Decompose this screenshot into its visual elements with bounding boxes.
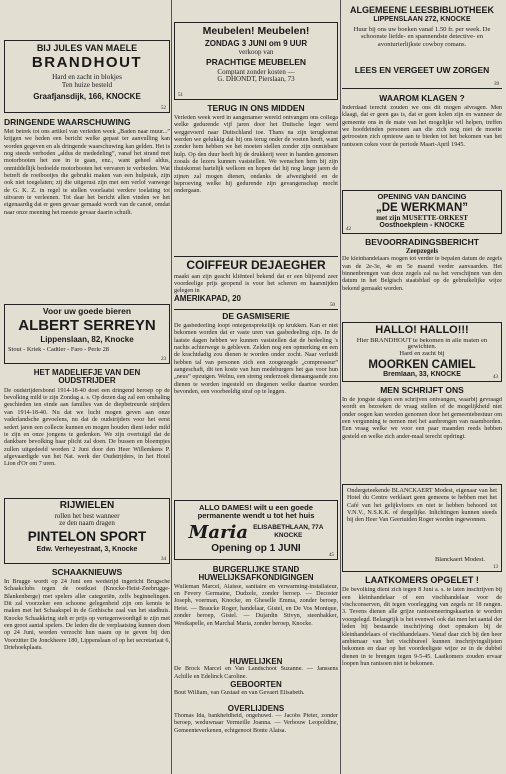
article-body: Thomas Ida, bankhefdheid, ongehuwd. — Jacobs Pieter, zonder beroep, weduwnaar Vermeille Joanna. — Verbouw Leopoldine, Gemeenteverkenen, echtgenoot Bonte Alaisa. [174,712,338,734]
article-title: MEN SCHRIJFT ONS [380,386,464,395]
ad-maria-street: ELISABETHLAAN, 77A [253,524,324,532]
ad-meubelen-line6: G. DHONDT, Pierslaan, 73 [217,76,295,84]
ad-serreyn-name: ALBERT SERREYN [18,317,156,334]
section-subtitle: OVERLIJDENS [227,704,285,713]
ad-moorken-line1: HALLO! HALLO!!! [375,325,469,336]
article-body: In Brugge wordt op 24 Juni een wedstrijd ingericht Brugsche Schaakclubs tegen de oostkust (Knocke-Heist-Zeebrugge-Blankenberge) met spelers aller categoriën, zelfs beginnelingen. Dit zal voorzeker een schoone gelegenheid zijn om kennis te maken met het Schaakspel in de Gothische zaal van het stadhuis. Knocke Schaakkring stelt er prijs op vertegenwoordigd te zijn met een groot aantal spelers. De leden die de verplaatsing kunnen doen op 24 Juni, worden verzocht hun naam op te geven bij den Voorzitter De Jonckheere 180, Lippenslaan of op het secretariaat 6, Driehoekplaats. [4,578,170,652]
article-body: Bout William, van Gustaaf en van Gevaert Elisabeth. [174,689,305,696]
ad-van-maele-line1: BIJ JULES VAN MAELE [36,44,138,53]
article-men-schrijft-ons [342,386,502,480]
ad-number: 23 [161,357,166,362]
ad-meubelen-line2: ZONDAG 3 JUNI om 9 UUR [204,40,308,49]
ad-van-maele-product: BRANDHOUT [31,55,143,72]
article-title: BEVOORRADINGSBERICHT [365,238,479,247]
ad-moorken [342,322,502,382]
ad-leesbib-line2: LIPPENSLAAN 272, KNOCKE [373,16,471,24]
ad-number: 42 [346,227,351,232]
ad-moorken-line3: Hard en zacht bij [399,351,445,358]
ad-meubelen-line1: Meubelen! Meubelen! [202,26,310,37]
column-right [342,0,502,774]
ad-number: 51 [178,93,183,98]
article-body: De gasbedeeling loopt ontegensprekelijk op krukken. Kan er niet bekomen worden dat er vaste uren van gasbedeeling zijn. In de laatste dagen hebben we kunnen vaststellen dat de bedeeling 's nachts achterwege is gebleven. Zelden nog een opmerking en een de krachtdadig zou dienen te worden onder zocht. Naar verluidt hebben tal van personen zich een zoogezegde „compresseur” aangeschaft, dit ten koste van hun medeburgers het gas voor hun „neus” opzuigen. Welnu, een streng onderzoek dienaangaande zou dienen te worden ingesteld en diegenen welke daartoe worden bevonden, een voorbeeldig straf op te leggen. [174,322,338,396]
ad-maria [174,500,338,560]
article-body: De kleinhandelaars mogen tot verder te bepalen datum de zegels van de 2e-3e, 4e en 5e maand verder aanvaarden. Het binnenbrengen van deze zegels zal na het verschijnen van den datum in het Belgisch staatsblad op de gebruikelijke wijze bekend gemaakt worden. [342,256,502,292]
notice-body: Ondergeteekende BLANCKAERT Modest, eigenaar van het Hotel du Centre verklaart geen gemeens te hebben met het Café van het gelijkvloers en niet te hebben behoord tot V.N.V., N.S.K.K. of dergelijke. Inlichtingen kunnen steeds bij den Heer Van Geertuiden Roger worden ingewonnen. [347,488,497,524]
section-subtitle: GEBOORTEN [230,681,282,690]
article-title: TERUG IN ONS MIDDEN [207,104,305,113]
ad-number: 39 [494,82,499,87]
article-title: DRINGENDE WAARSCHUWING [4,118,131,127]
article-body: Inderdaad terecht zouden we ons dit mogen afvragen. Men klaagt, dat er geen gas is, dat er geen kolen zijn en wanneer de gemeente ons in de mate van het mogelijke wil helpen, treffen we hoofdeinden personen aan die zich nog niet de moeite getroosten zich opnieuw aan te bieden tot het bekomen van het rantsoen cokes voor de periode Maart-April 1945. [342,104,502,148]
section-subtitle: HUWELIJKSAFKONDIGINGEN [198,574,314,583]
article-body: Met betrek tot ons artikel van verleden week „Baden naar muur...” krijgen we heden een bericht welke gepast ter aanvulling kan worden gegeven en als dringende waarschuwing kan gelden. Het is nog steeds verboden „aldus de mededeling”, vanaf het strand met motorbooten het zee in te gaan, enz., want geheel aldus, onmiddellijk bedoelde motorbooten het vervaren te verbieden. Wat betreft de roeibootjes die gebruikt maken van een hulpstuk, zijn ook niet toegelaten; zij die uitgerust zijn met een verlof vanwege de G. K. Z. in regel te stellen voorlaatst verdere toelating tot uitvaren te verleenen. Tot daar het bericht allen vinden we het eigenaardig dat er geen gevaar gemaakt wordt van de canoë, omdat naar onze meening het meeste gevaar daarin schuilt. [4,128,170,216]
article-body: De Brock Marcel en Van Landschoot Suzanne. — Janssens Achille en Edelinck Caroline. [174,666,338,680]
notice-blanckaert [342,484,502,572]
article-title: DE GASMISERIE [222,312,290,321]
ad-meubelen-line3: verkoop van [238,49,274,57]
ad-serreyn-products: Stout - Kriek - Cadtler - Faro - Perle 28 [8,347,109,354]
article-body: Wulleman Marcel, Alaisse, sanitaire en verwarming-installateur, en Fevery Germaine, Dudzele, zonder beroep. — Decoster Joseph, voerman, Knocke, en Gheselle Emma, zonder beroep, Heist. — Braucke Roger, handelaar, Gistel, en De Vos Monique, zonder beroep, Gistel. — Dujardin Stivyn, steenbakker, Westkapelle, en Marchal Maria, zonder beroep, Knocke. [174,583,338,627]
ad-leesbibliotheek [342,6,502,89]
notice-signature: Blanckaert Modest. [434,557,485,563]
ad-number: 43 [493,375,498,380]
ad-number: 13 [493,565,498,570]
section-subtitle: HUWELIJKEN [229,657,283,666]
column-middle [174,0,338,774]
ad-maria-name: Maria [188,521,249,543]
section-title: BURGERLIJKE STAND [212,566,300,574]
ad-dejaegher [174,256,338,310]
ad-number: 45 [329,553,334,558]
article-subtitle: Zeepzegels [405,247,439,255]
ad-dejaegher-address: AMERIKAPAD, 20 [174,294,241,303]
article-burgerlijke-stand [174,566,338,772]
ad-maria-line1: ALLO DAMES! wilt u een goede permanente wendt u tot het huis [197,504,315,520]
ad-leesbib-slogan: LEES EN VERGEET UW ZORGEN [354,65,490,75]
article-body: In de jongste dagen een schrijven ontvangen, waarbij gevraagd wordt en bezoeken de vraag stellen of de mogelijkheid niet onder oogen kan worden genomen door het gemeentebestuur om een vergunning te nemen met het aanbrengen van naamborden. Een vraag welke we voor een paar maanden reeds hebben gesteld en welke zich ander-maal terecht opdringt. [342,396,502,440]
ad-moorken-name: MOORKEN CAMIEL [368,359,476,372]
ad-pintelon-line1: RIJWIELEN [59,501,115,511]
article-body: De oudstrijdersbond 1914-18-40 doet een dringend beroep op de bevolking mild te zijn Zondag a. s. Op dezen dag zal een omhaling geschieden ten einde aan families van de diepbetreurde strijders van 1914-18-40. Nu dat we lucht mogen geven aan onze vaderlandsche gevoelens, nu dat de oudstrijders voor het eerst sedert jaren een collecte kunnen en mogen houden dient ieder mild te zijn en onze jongens te gedenken. We zijn overtuigd dat de dankbare bevolking haar plicht zal doen. De bussen en bloempjes zullen uitgedeeld worden 2 Juni door den Heer Willemkens P. afgevaardigde van het Nat. werk der Oudstrijders, in het Hotel Lion d'Or om 7 uren. [4,387,170,468]
ad-werkman [342,190,502,234]
ad-maria-name-row [175,522,337,543]
ad-pintelon-line2: rollen het best wanneer [54,512,120,520]
article-bevoorrading [342,238,502,320]
article-laatkomers [342,576,502,772]
ad-maria-town: KNOCKE [274,532,303,540]
ad-pintelon [4,498,170,564]
article-body: De bevolking dient zich tegen 8 Juni a. s. te laten inschrijven bij een kleinhandelaar of een vischhandelaar voor de vischconserven, dit tegen voorlegging van zegels nr 18 rangen. 3. Tevens dienen alle grijze rantsoeneeringskaarten te worden voorgelegd. Belangrijk is het evenwel ook dat men het aantal der leden bij bestaande inschrijving doet opmaken bij de kleinhandelaars of vischhandelaars. Vanaf daar zich bij den heer ambtenaar van het vischbureel kunnen inschrijvingslijsten bekomen en daar op het voordeeligste wijze ze in de dubbel dienen in te brengen tegen 9-5-45. Laatkomers zouden ervaar loopen hun rantsoen niet te bekomen. [342,587,502,667]
ad-pintelon-name: PINTELON SPORT [27,530,147,545]
ad-pintelon-address: Edw. Verheyestraat, 3, Knocke [36,546,138,554]
column-left [4,0,170,774]
article-terug [174,104,338,254]
article-waarom-klagen [342,94,502,188]
ad-maria-opening: Opening op 1 JUNI [211,543,301,554]
ad-werkman-address: Oosthoekplein - KNOCKE [379,222,465,230]
column-divider [340,0,341,774]
ad-maria-address [253,524,323,540]
ad-moorken-line2: Hier BRANDHOUT te bekomen in alle maten en gewichten. [356,337,488,351]
ad-leesbib-line1: ALGEMEENE LEESBIBLIOTHEEK [349,6,494,15]
article-body: Verleden week werd in aangenamer wereld ontvangen ons collega welke gedurende vijf jaren door het Duitsche leger werd weggevoerd naar Duitschland toe. Thans na zijn terugkomst werden we gelukkig dat hij ons terug onder de voeten heeft, want zonder hem hebben we het moeten stellen zonder zijn onmisbare hulp. Op den duur heeft hij de drukkerij weer in handen genomen zooals de lezers kunnen vaststellen. We wenschen hem bij zijn thuiskomst hartelijk welkom en hopen dat hij nog lange jaren de zijnen zal mogen dienen, ondanks de afwezigheid en de beproeving welke hij gedurende zijn gevangenschap mocht ondergaan. [174,114,338,195]
ad-serreyn [4,304,170,364]
article-schaaknieuws [4,568,170,772]
ad-werkman-line3: met zijn MUSETTE-ORKEST [376,214,468,222]
ad-meubelen-line5: Comptant zonder kosten — [217,68,295,76]
ad-dejaegher-name: COIFFEUR DEJAEGHER [186,259,326,272]
ad-van-maele-line4: Ten huize besteld [61,81,113,89]
column-divider [171,0,172,774]
ad-moorken-address: Bremlaan, 33, KNOCKE [383,371,461,379]
article-title: LAATKOMERS OPGELET ! [365,576,479,585]
ad-meubelen-line4: PRACHTIGE MEUBELEN [205,57,307,67]
article-gasmiserie [174,312,338,498]
ad-van-maele-address: Graafjansdijk, 166, KNOCKE [33,93,141,102]
article-title: HET MADELIEFJE VAN DEN OUDSTRIJDER [33,369,141,386]
ad-meubelen [174,22,338,100]
article-title: WAAROM KLAGEN ? [379,94,465,103]
ad-werkman-line1: OPENING VAN DANCING [377,193,467,201]
ad-number: 34 [161,557,166,562]
ad-number: 50 [330,303,335,308]
ad-serreyn-line1: Voor uw goede bieren [42,307,132,316]
article-title: SCHAAKNIEUWS [51,568,123,577]
ad-van-maele-line3: Hard en zacht in blokjes [52,74,122,82]
ad-dejaegher-text: maakt aan zijn geacht kliënteel bekend dat er een blijvend zeer voordeelige prijs geopend is voor het scheren en haarsnijden gelegen in [174,272,338,294]
ad-van-maele [4,40,170,113]
article-waarschuwing [4,118,170,298]
ad-leesbib-text: Huur bij ons uw boeken vanaf 1.50 fr. per week. De schoonste liefde- en spannendste detective- en avonturierlijkste cowboy romans. [353,25,491,48]
ad-pintelon-line3: ze den naam dragen [59,519,115,527]
ad-werkman-name: „DE WERKMAN” [376,201,468,214]
ad-number: 52 [161,106,166,111]
article-madeliefje [4,369,170,495]
ad-serreyn-address: Lippenslaan, 82, Knocke [40,335,134,344]
